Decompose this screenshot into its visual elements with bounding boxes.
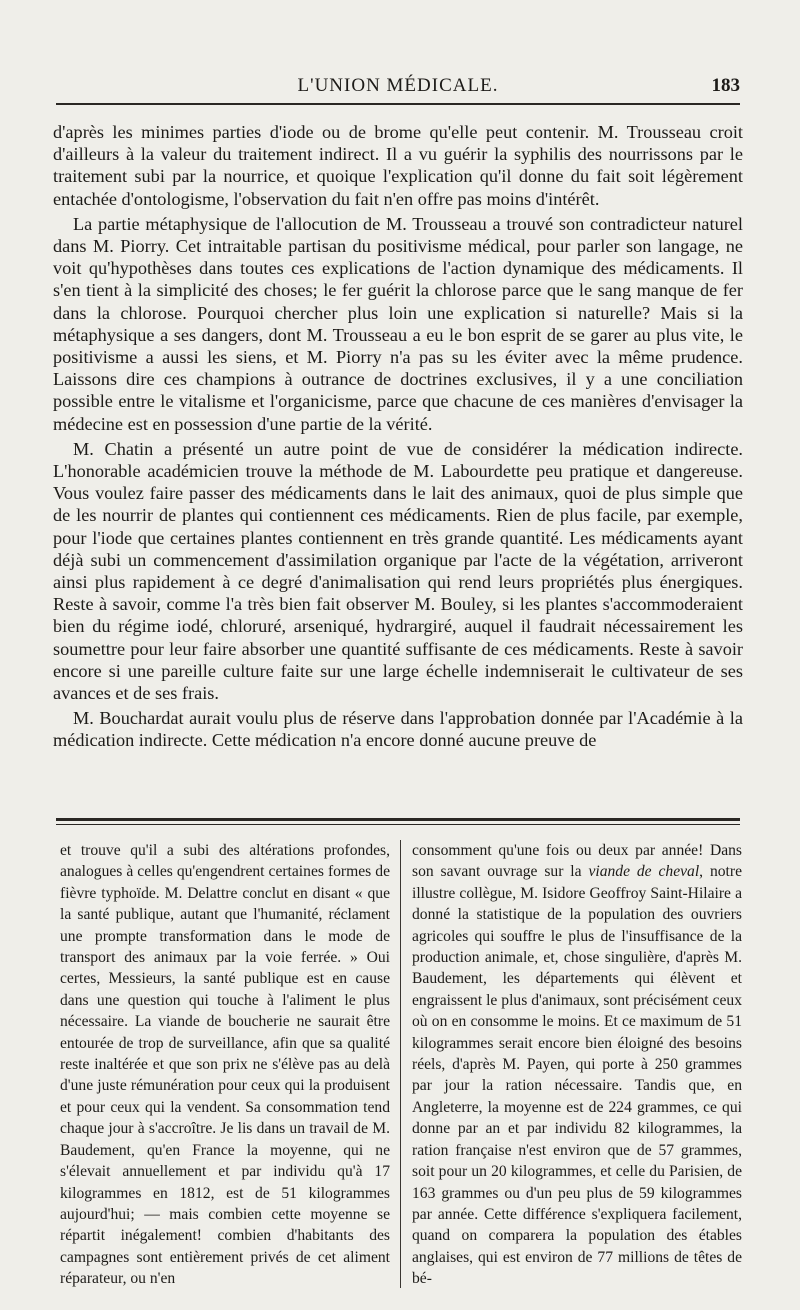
column-text xyxy=(412,840,742,1290)
page-number: 183 xyxy=(711,75,740,96)
page-header xyxy=(56,75,740,101)
column-text-before: consomment qu'une fois ou deux par année! Dans son savant ouvrage sur la xyxy=(412,842,742,881)
paragraph: d'après les minimes parties d'iode ou de brome qu'elle peut contenir. M. Trousseau croit d'ailleurs à la valeur du traitement indirect. Il a vu guérir la syphilis des nourrissons par le traitement subi par la nourrice, et quoique l'explication qu'il donne du fait soit légèrement entachée d'ontologisme, l'observation du fait n'en offre pas moins d'intérêt. xyxy=(53,122,743,209)
section-rule-thick xyxy=(56,818,740,821)
main-article xyxy=(53,121,743,752)
book-title: viande de cheval xyxy=(588,863,700,881)
paragraph: La partie métaphysique de l'allocution de M. Trousseau a trouvé son contradicteur naturel dans M. Piorry. Cet intraitable partisan du positivisme médical, pour parler son langage, ne voit qu'hypothèses dans toutes ces explications de l'action dynamique des médicaments. Il s'en tient à la simplicité des choses; le fer guérit la chlorose parce que le sang manque de fer dans la chlorose. Pourquoi chercher plus loin une explication si naturelle? Mais si la métaphysique a ses dangers, dont M. Trousseau a eu le bon esprit de se garer au plus vite, le positivisme a aussi les siens, et M. Piorry n'a pas su les éviter avec la même prudence. Laissons dire ces champions à outrance de doctrines exclusives, il y a une conciliation possible entre le vitalisme et l'organicisme, parce que chacune de ces manières d'envisager la médecine est en possession d'une partie de la vérité. xyxy=(53,213,743,434)
feuilleton-left-column xyxy=(60,840,390,1290)
header-rule xyxy=(56,103,740,105)
paragraph: M. Bouchardat aurait voulu plus de réserve dans l'approbation donnée par l'Académie à la médication indirecte. Cette médication n'a encore donné aucune preuve de xyxy=(53,708,743,751)
column-text: et trouve qu'il a subi des altérations profondes, analogues à celles qu'engendrent certaines formes de fièvre typhoïde. M. Delattre conclut en disant « que la santé publique, autant que l'humanité, réclament une prompte transformation dans le mode de transport des animaux par la voie ferrée. » Oui certes, Messieurs, la santé publique est en cause dans une question qui touche à l'aliment le plus nécessaire. La viande de boucherie ne saurait être entourée de trop de surveillance, afin que sa qualité reste inaltérée et que son prix ne s'élève pas au delà d'une juste rémunération pour ceux qui la produisent et pour ceux qui la vendent. Sa consommation tend chaque jour à s'accroître. Je lis dans un travail de M. Baudement, qu'en France la moyenne, qui ne s'élevait annuellement et par individu qu'à 17 kilogrammes en 1812, est de 51 kilogrammes aujourd'hui; — mais combien cette moyenne se répartit inégalement! combien d'habitants des campagnes sont entièrement privés de cet aliment réparateur, ou n'en xyxy=(60,842,390,1288)
column-text-after: , notre illustre collègue, M. Isidore Geoffroy Saint-Hilaire a donné la statistique de la population des ouvriers agricoles qui souffre le plus de l'insuffisance de la production animale, et, chose singulière, d'après M. Baudement, les départements qui élèvent et engraissent le plus d'animaux, sont précisément ceux où on en consomme le moins. Et ce maximum de 51 kilogrammes serait encore bien éloigné des besoins réels, d'après M. Payen, qui porte à 250 grammes par jour la ration nécessaire. Tandis que, en Angleterre, la moyenne est de 224 grammes, ce qui donne par an et par individu 82 kilogrammes, la ration française n'est environ que de 57 grammes, soit pour un 20 kilogrammes, et celle du Parisien, de 163 grammes ou d'un peu plus de 59 kilogrammes par année. Cette différence s'expliquera facilement, quand on comparera la population des étables anglaises, qui est environ de 77 millions de têtes de bé- xyxy=(412,863,742,1288)
column-divider xyxy=(400,840,401,1288)
paragraph: M. Chatin a présenté un autre point de vue de considérer la médication indirecte. L'honorable académicien trouve la méthode de M. Labourdette peu pratique et dangereuse. Vous voulez faire passer des médicaments dans le lait des animaux, quoi de plus simple que de les nourrir de plantes qui contiennent ces médicaments. Rien de plus facile, par exemple, pour l'iode que certaines plantes contiennent en très grande quantité. Les médicaments ayant déjà subi un commencement d'assimilation organique par l'acte de la végétation, arriveront ainsi plus rapidement à ce degré d'animalisation qui rend leurs propriétés plus énergiques. Reste à savoir, comme l'a très bien fait observer M. Bouley, si les plantes s'accommoderaient bien du régime iodé, chloruré, arseniqué, hydrargiré, auquel il faudrait nécessairement les soumettre pour leur faire absorber une quantité suffisante de ces médicaments. Reste à savoir encore si une pareille culture faite sur une large échelle indemniserait le cultivateur de ses avances et de ses frais. xyxy=(53,438,743,704)
feuilleton-right-column xyxy=(412,840,742,1290)
section-rule-thin xyxy=(56,824,740,825)
journal-title: L'UNION MÉDICALE. xyxy=(297,75,499,96)
